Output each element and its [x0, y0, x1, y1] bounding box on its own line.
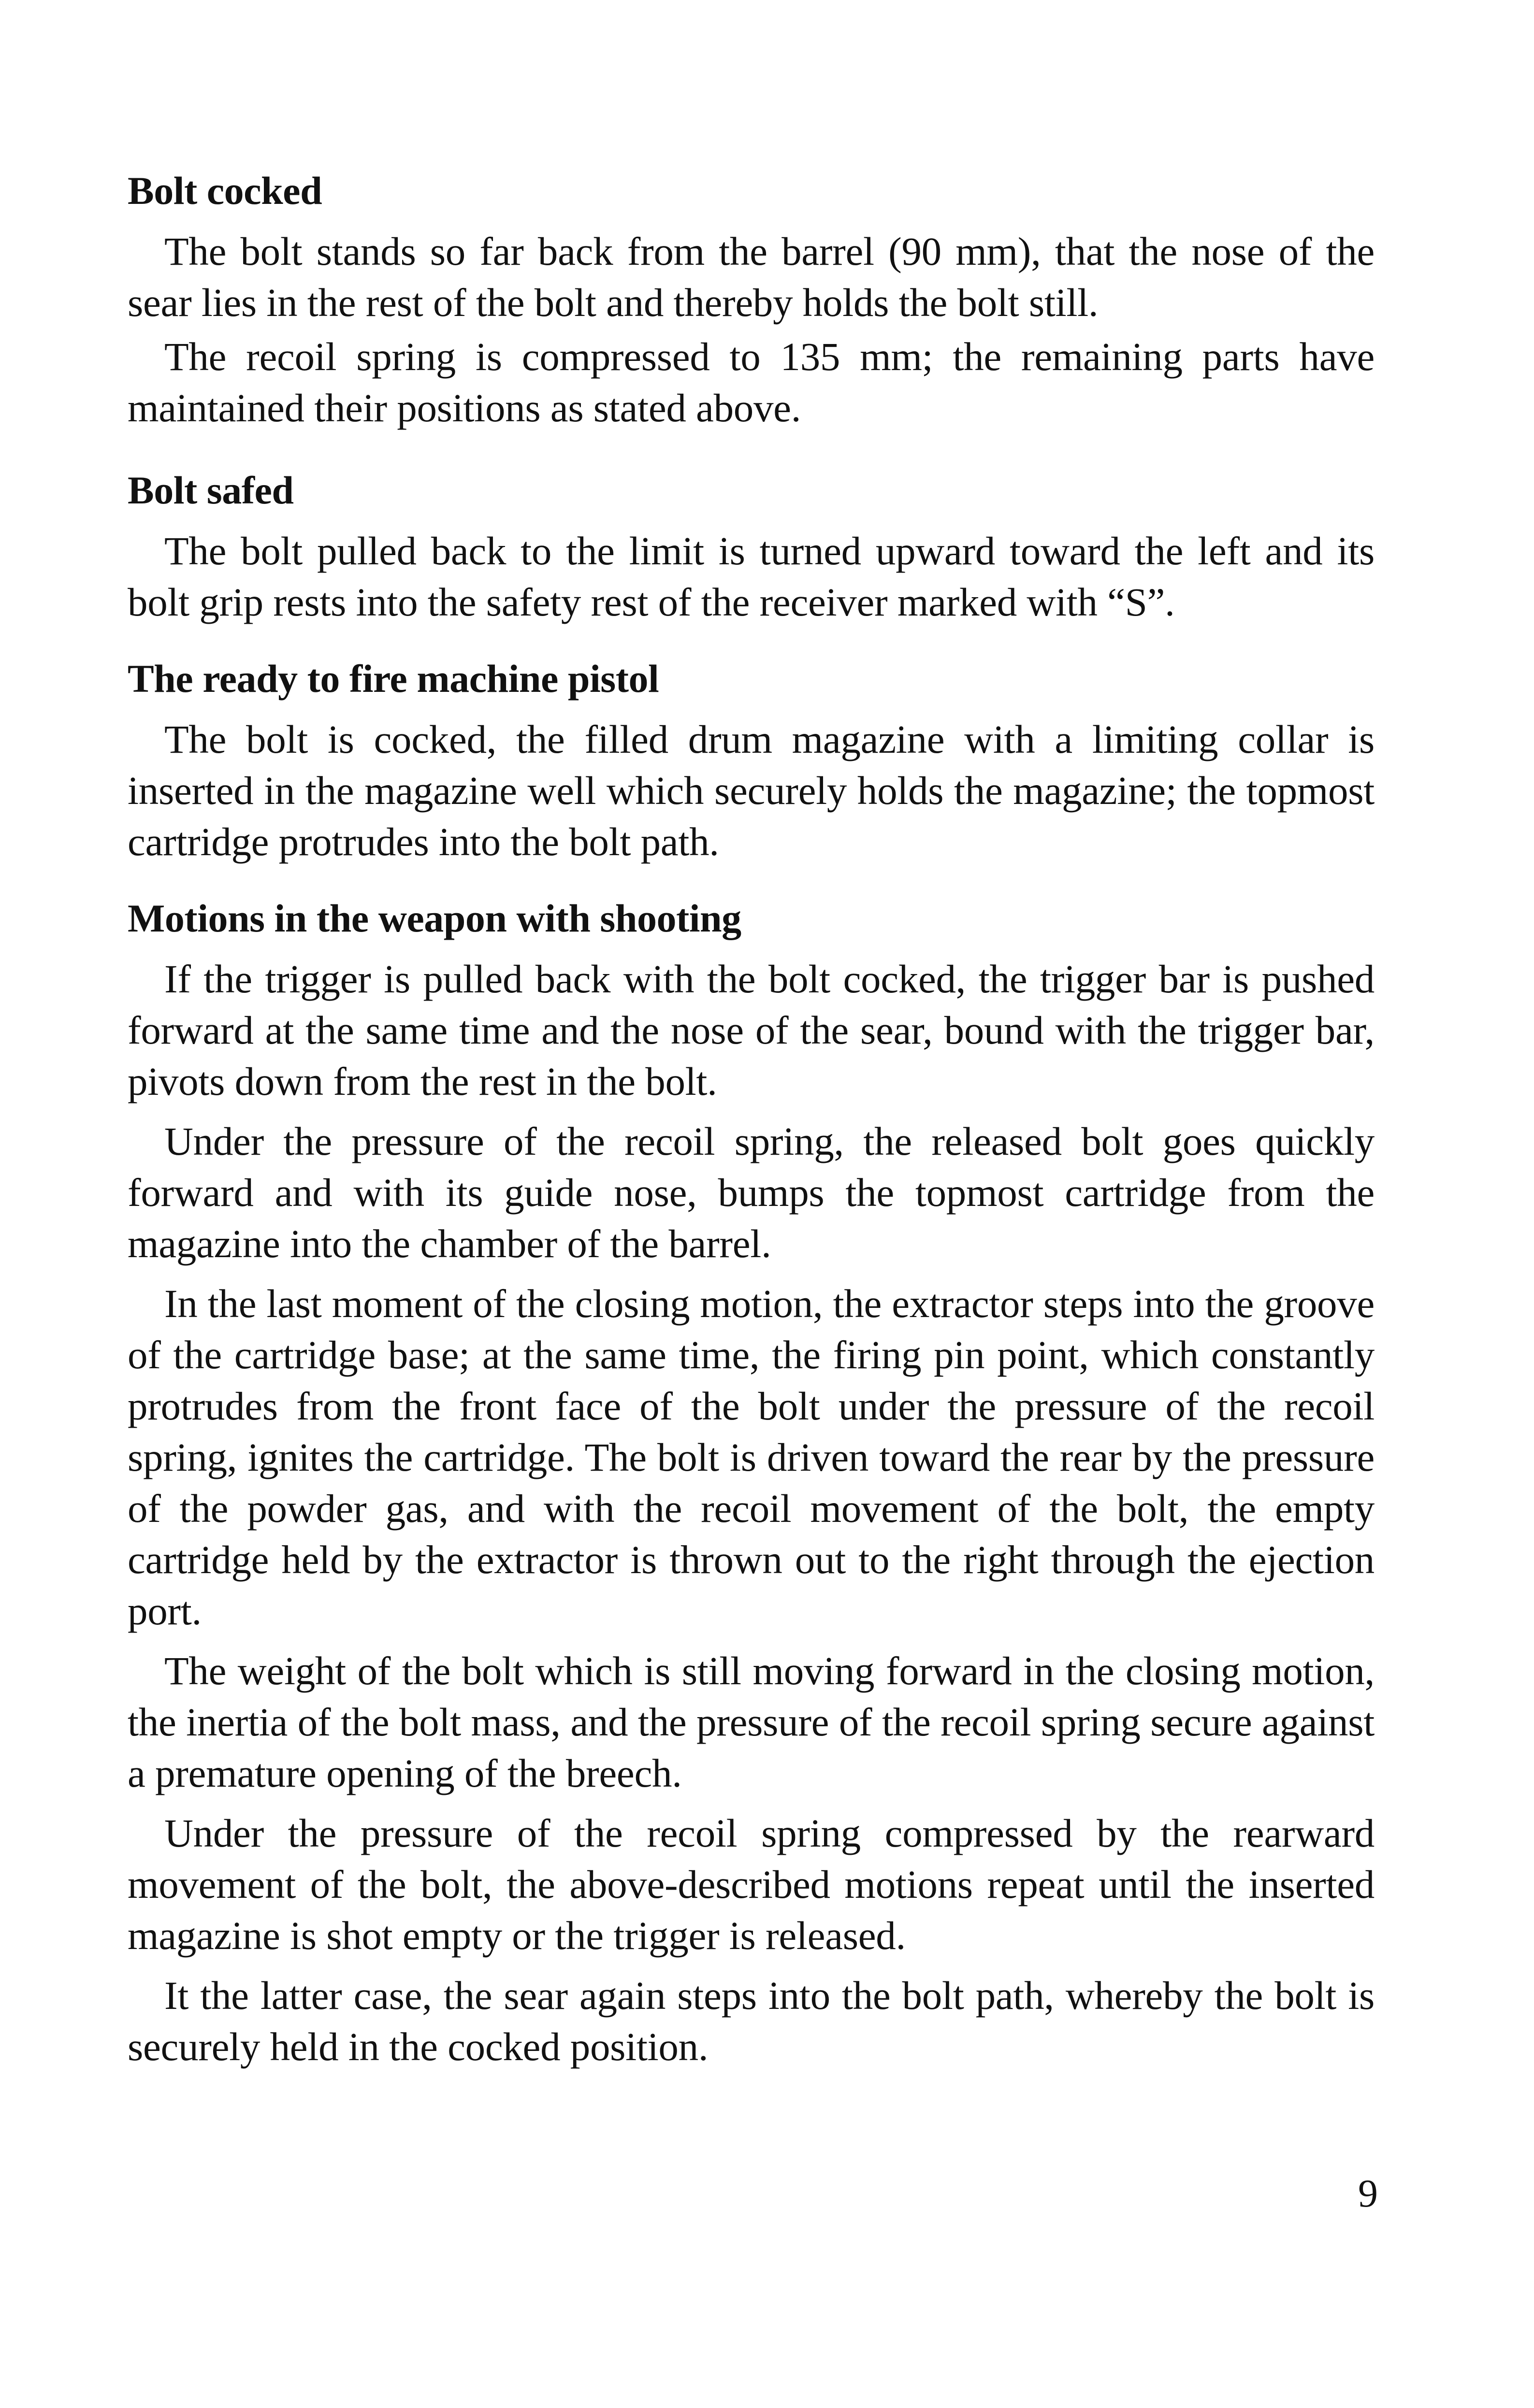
section-bolt-safed: [128, 466, 1375, 628]
paragraph: If the trigger is pulled back with the bolt cocked, the trigger bar is pushed forward at the same time and the nose of the sear, bound with the trigger bar, pivots down from the rest in the bolt.: [128, 957, 1375, 1104]
section-ready-to-fire: [128, 655, 1375, 867]
section-heading: The ready to fire machine pistol: [128, 657, 659, 701]
section-motions-shooting: [128, 894, 1375, 2072]
section-heading: Motions in the weapon with shooting: [128, 896, 741, 940]
section-heading: Bolt cocked: [128, 169, 322, 213]
paragraph: The bolt stands so far back from the barrel (90 mm), that the nose of the sear lies in the rest of the bolt and thereby holds the bolt still.: [128, 229, 1375, 325]
page-body: [128, 167, 1375, 2101]
paragraph: The bolt pulled back to the limit is turned upward toward the left and its bolt grip rests into the safety rest of the receiver marked with “S”.: [128, 529, 1375, 624]
paragraph: Under the pressure of the recoil spring compressed by the rearward movement of the bolt, the above-described motions repeat until the inserted magazine is shot empty or the trigger is released.: [128, 1811, 1375, 1958]
paragraph: It the latter case, the sear again steps into the bolt path, whereby the bolt is securely held in the cocked position.: [128, 1973, 1375, 2069]
section-bolt-cocked: [128, 167, 1375, 433]
paragraph: Under the pressure of the recoil spring, the released bolt goes quickly forward and with its guide nose, bumps the topmost cartridge from the magazine into the chamber of the barrel.: [128, 1119, 1375, 1266]
paragraph: The bolt is cocked, the filled drum magazine with a limiting collar is inserted in the magazine well which securely holds the magazine; the topmost cartridge protrudes into the bolt path.: [128, 717, 1375, 864]
paragraph: The recoil spring is compressed to 135 mm; the remaining parts have maintained their positions as stated above.: [128, 334, 1375, 430]
page-number: 9: [1358, 2171, 1378, 2215]
paragraph: In the last moment of the closing motion, the extractor steps into the groove of the cartridge base; at the same time, the firing pin point, which constantly protrudes from the front face of the bolt under the pressure of the recoil spring, ignites the cartridge. The bolt is driven toward the rear by the pressure of the powder gas, and with the recoil movement of the bolt, the empty cartridge held by the extractor is thrown out to the right through the ejection port.: [128, 1281, 1375, 1633]
paragraph: The weight of the bolt which is still moving forward in the closing motion, the inertia of the bolt mass, and the pressure of the recoil spring secure against a premature opening of the breech.: [128, 1648, 1375, 1795]
section-heading: Bolt safed: [128, 468, 294, 512]
